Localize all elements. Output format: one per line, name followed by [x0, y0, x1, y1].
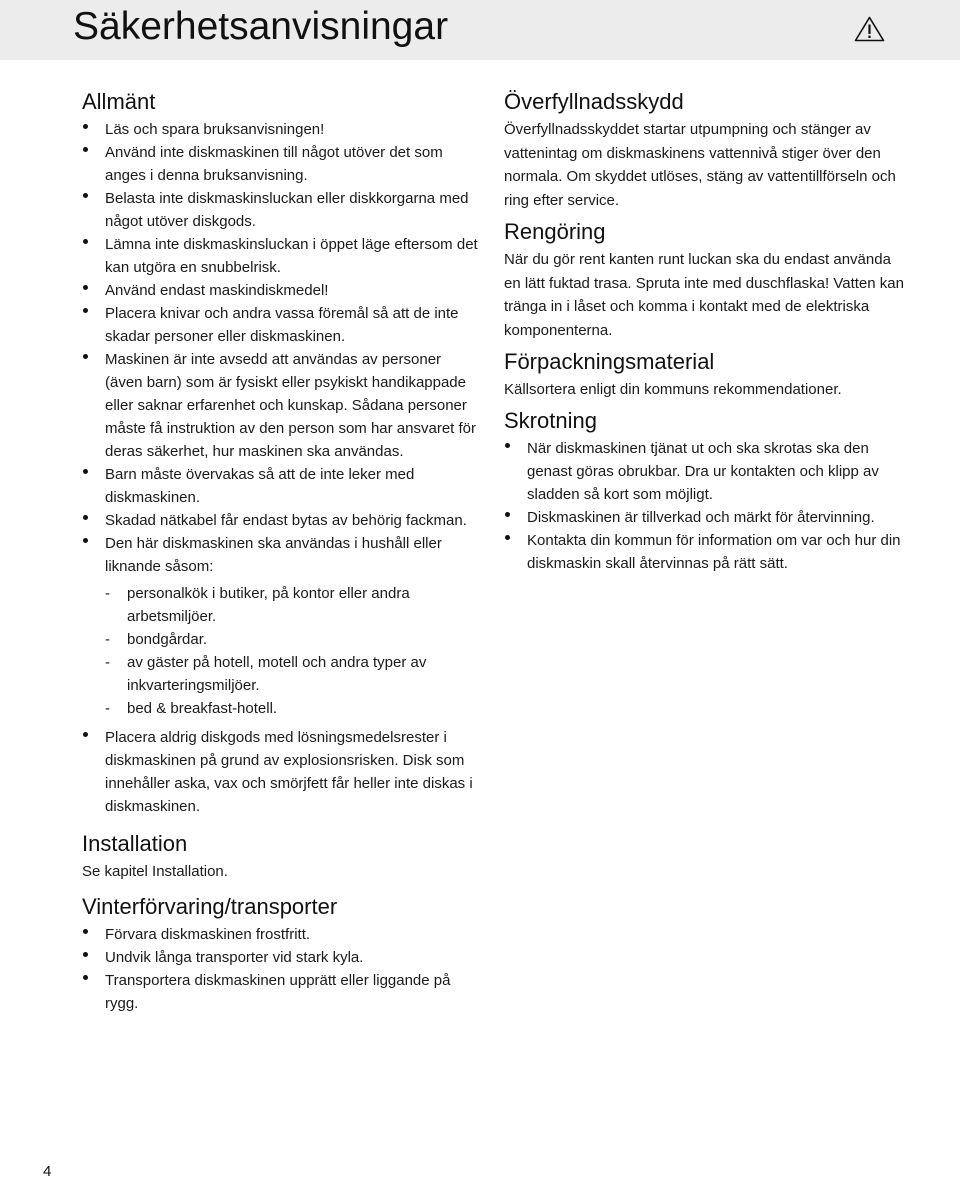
list-item: Belasta inte diskmaskinsluckan eller diskkorgarna med något utöver diskgods.	[82, 187, 482, 233]
left-column	[82, 88, 482, 1015]
rengoring-text: När du gör rent kanten runt luckan ska du endast använda en lätt fuktad trasa. Spruta inte med duschflaska! Vatten kan tränga in i låset och komma i kontakt med de elektriska komponenterna.	[504, 251, 904, 339]
sub-list-item: - personalkök i butiker, på kontor eller andra arbetsmiljöer.	[105, 582, 482, 628]
section-installation	[82, 830, 482, 883]
list-item: När diskmaskinen tjänat ut och ska skrotas ska den genast göras obrukbar. Dra ur kontakten och klipp av sladden så kort som möjligt.	[504, 437, 904, 506]
list-item: Placera knivar och andra vassa föremål så att de inte skadar personer eller diskmaskinen.	[82, 302, 482, 348]
list-item: Transportera diskmaskinen upprätt eller liggande på rygg.	[82, 969, 482, 1015]
section-heading-skrotning: Skrotning	[504, 408, 597, 433]
section-allmant	[82, 88, 482, 818]
section-heading-allmant: Allmänt	[82, 89, 156, 114]
page-number: 4	[43, 1163, 52, 1180]
list-item: Skadad nätkabel får endast bytas av behörig fackman.	[82, 509, 482, 532]
skrotning-list	[504, 437, 904, 575]
sub-list-item: - av gäster på hotell, motell och andra typer av inkvarteringsmiljöer.	[105, 651, 482, 697]
section-heading-installation: Installation	[82, 831, 188, 856]
list-item: Kontakta din kommun för information om var och hur din diskmaskin skall återvinnas på rätt sätt.	[504, 529, 904, 575]
installation-text: Se kapitel Installation.	[82, 863, 228, 880]
section-overfyllnadsskydd	[504, 88, 904, 212]
page-title: Säkerhetsanvisningar	[73, 5, 449, 48]
sub-list	[105, 582, 482, 720]
right-column	[504, 88, 904, 575]
allmant-list	[82, 118, 482, 818]
list-item: Lämna inte diskmaskinsluckan i öppet läge eftersom det kan utgöra en snubbelrisk.	[82, 233, 482, 279]
list-item-text: Den här diskmaskinen ska användas i hushåll eller liknande såsom:	[105, 535, 442, 575]
list-item: Undvik långa transporter vid stark kyla.	[82, 946, 482, 969]
list-item: Använd inte diskmaskinen till något utöver det som anges i denna bruksanvisning.	[82, 141, 482, 187]
section-heading-rengoring: Rengöring	[504, 219, 606, 244]
list-item: Barn måste övervakas så att de inte leker med diskmaskinen.	[82, 463, 482, 509]
list-item: Placera aldrig diskgods med lösningsmedelsrester i diskmaskinen på grund av explosionsrisken. Disk som innehåller aska, vax och smörjfett får heller inte diskas i diskmaskinen.	[82, 726, 482, 818]
list-item: Förvara diskmaskinen frostfritt.	[82, 923, 482, 946]
overfyllnadsskydd-text: Överfyllnadsskyddet startar utpumpning och stänger av vattenintag om diskmaskinens vattennivå stiger över den normala. Om skyddet utlöses, stäng av vattentillförseln och ring efter service.	[504, 121, 896, 209]
list-item: Läs och spara bruksanvisningen!	[82, 118, 482, 141]
sub-list-item: - bed & breakfast-hotell.	[105, 697, 482, 720]
section-heading-vinterforvaring: Vinterförvaring/transporter	[82, 894, 338, 919]
section-heading-forpackningsmaterial: Förpackningsmaterial	[504, 349, 715, 374]
sub-list-item: - bondgårdar.	[105, 628, 482, 651]
list-item: Använd endast maskindiskmedel!	[82, 279, 482, 302]
list-item: Diskmaskinen är tillverkad och märkt för återvinning.	[504, 506, 904, 529]
section-forpackningsmaterial	[504, 348, 904, 401]
list-item: Maskinen är inte avsedd att användas av personer (även barn) som är fysiskt eller psykiskt handikappade eller saknar erfarenhet och kunskap. Sådana personer måste få instruktion av den person som har ansvaret för deras säkerhet, hur maskinen ska användas.	[82, 348, 482, 463]
section-skrotning	[504, 407, 904, 575]
list-item-with-sublist	[82, 532, 482, 720]
vinter-list	[82, 923, 482, 1015]
section-rengoring	[504, 218, 904, 342]
forpackningsmaterial-text: Källsortera enligt din kommuns rekommendationer.	[504, 381, 842, 398]
section-heading-overfyllnadsskydd: Överfyllnadsskydd	[504, 89, 684, 114]
section-vinterforvaring	[82, 893, 482, 1015]
warning-triangle-icon	[854, 16, 885, 42]
